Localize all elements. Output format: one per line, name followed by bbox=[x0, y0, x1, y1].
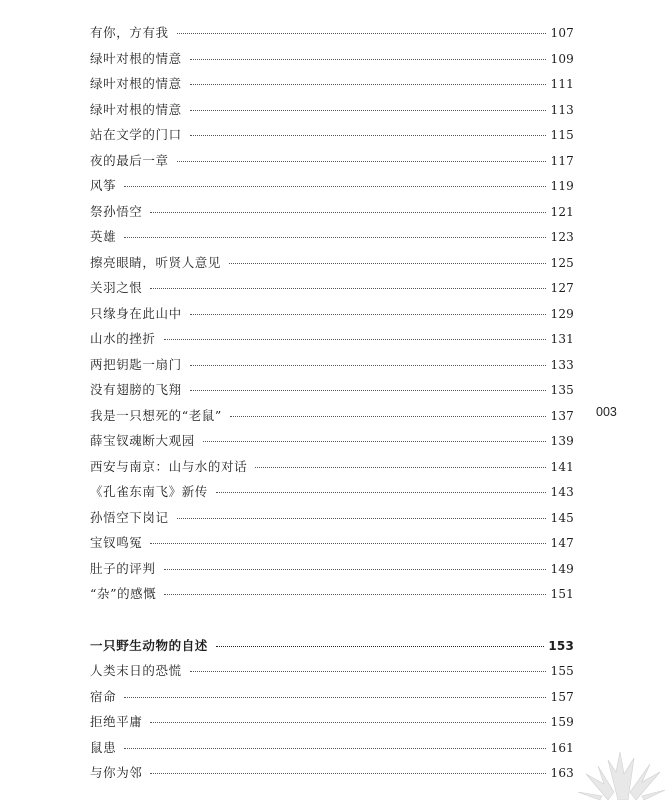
toc-entry[interactable] bbox=[90, 275, 574, 301]
dot-leader bbox=[177, 160, 547, 162]
toc-entry-title: 宿命 bbox=[90, 688, 117, 704]
dot-leader bbox=[150, 542, 546, 544]
toc-entry[interactable] bbox=[90, 556, 574, 582]
toc-entry-title: 人类末日的恐慌 bbox=[90, 663, 182, 678]
dot-leader bbox=[164, 338, 547, 340]
section-gap bbox=[90, 607, 574, 633]
toc-entry-page-number: 139 bbox=[550, 434, 574, 448]
toc-entry-title: 夜的最后一章 bbox=[90, 152, 169, 168]
dot-leader bbox=[190, 58, 547, 60]
dot-leader bbox=[124, 747, 546, 749]
toc-entry-title: 没有翅膀的飞翔 bbox=[90, 382, 182, 397]
toc-entry[interactable] bbox=[90, 224, 574, 250]
toc-entry[interactable] bbox=[90, 250, 574, 276]
dot-leader bbox=[190, 364, 547, 366]
dot-leader bbox=[190, 109, 547, 111]
toc-entry[interactable] bbox=[90, 709, 574, 735]
dot-leader bbox=[190, 670, 547, 672]
dot-leader bbox=[229, 262, 546, 264]
dot-leader bbox=[164, 593, 546, 595]
dot-leader bbox=[190, 134, 547, 136]
toc-entry-title: 有你，方有我 bbox=[90, 25, 169, 40]
toc-entry-page-number: 133 bbox=[550, 357, 574, 372]
toc-entry[interactable] bbox=[90, 148, 574, 174]
toc-entry-title: 擦亮眼睛，听贤人意见 bbox=[90, 254, 222, 270]
toc-entry[interactable] bbox=[90, 173, 574, 199]
toc-entry-page-number: 119 bbox=[550, 179, 574, 193]
dot-leader bbox=[150, 211, 546, 213]
toc-entry-title: 两把钥匙一扇门 bbox=[90, 356, 182, 372]
toc-entry[interactable] bbox=[90, 581, 574, 607]
toc-entry-page-number: 113 bbox=[550, 102, 574, 117]
page-folio: 003 bbox=[596, 405, 617, 419]
toc-entry-title: 与你为邻 bbox=[90, 765, 143, 780]
toc-entry[interactable] bbox=[90, 97, 574, 123]
toc-entry-title: 站在文学的门口 bbox=[90, 127, 182, 142]
toc-entry-title: 《孔雀东南飞》新传 bbox=[90, 484, 208, 499]
toc-entry-title: 绿叶对根的情意 bbox=[90, 101, 182, 117]
dot-leader bbox=[124, 236, 546, 238]
toc-entry-page-number: 109 bbox=[550, 51, 574, 66]
dot-leader bbox=[164, 568, 547, 570]
toc-entry-page-number: 117 bbox=[550, 153, 574, 168]
dot-leader bbox=[177, 517, 547, 519]
toc-entry[interactable] bbox=[90, 428, 574, 454]
toc-entry-page-number: 121 bbox=[550, 204, 574, 219]
toc-entry[interactable] bbox=[90, 403, 574, 429]
toc-entry[interactable] bbox=[90, 326, 574, 352]
toc-entry-page-number: 149 bbox=[550, 561, 574, 576]
dot-leader bbox=[230, 415, 547, 417]
toc-entry-page-number: 125 bbox=[550, 255, 574, 270]
dot-leader bbox=[190, 83, 547, 85]
toc-entry[interactable] bbox=[90, 122, 574, 148]
toc-entry-page-number: 123 bbox=[550, 230, 574, 244]
toc-group-2 bbox=[90, 658, 574, 786]
toc-entry[interactable] bbox=[90, 479, 574, 505]
dot-leader bbox=[216, 645, 544, 647]
toc-entry[interactable] bbox=[90, 199, 574, 225]
toc-entry-title: “杂”的感慨 bbox=[90, 586, 157, 601]
dot-leader bbox=[190, 313, 547, 315]
toc-entry-title: 我是一只想死的“老鼠” bbox=[90, 407, 222, 423]
toc-group-1 bbox=[90, 20, 574, 607]
dot-leader bbox=[190, 389, 547, 391]
toc-entry-page-number: 141 bbox=[550, 459, 574, 474]
toc-entry-title: 绿叶对根的情意 bbox=[90, 50, 182, 66]
dot-leader bbox=[255, 466, 546, 468]
toc-entry-page-number: 137 bbox=[550, 408, 574, 423]
toc-entry-title: 祭孙悟空 bbox=[90, 203, 143, 219]
toc-entry-page-number: 163 bbox=[550, 766, 574, 780]
toc-entry[interactable] bbox=[90, 71, 574, 97]
toc-entry-title: 英雄 bbox=[90, 229, 117, 244]
toc-entry[interactable] bbox=[90, 352, 574, 378]
toc-entry-title: 山水的挫折 bbox=[90, 331, 156, 346]
toc-entry-title: 肚子的评判 bbox=[90, 560, 156, 576]
toc-entry[interactable] bbox=[90, 20, 574, 46]
toc-entry-title: 西安与南京：山与水的对话 bbox=[90, 458, 248, 474]
toc-entry-page-number: 127 bbox=[550, 281, 574, 295]
toc-entry-page-number: 129 bbox=[550, 306, 574, 321]
dot-leader bbox=[177, 32, 547, 34]
dot-leader bbox=[150, 772, 546, 774]
toc-entry-page-number: 143 bbox=[550, 485, 574, 499]
toc-entry-title: 风筝 bbox=[90, 178, 117, 193]
toc-entry[interactable] bbox=[90, 46, 574, 72]
dot-leader bbox=[124, 185, 546, 187]
toc-entry-page-number: 107 bbox=[550, 26, 574, 40]
toc-entry[interactable] bbox=[90, 301, 574, 327]
toc-entry[interactable] bbox=[90, 658, 574, 684]
toc-entry-title: 拒绝平庸 bbox=[90, 714, 143, 729]
toc-entry-title: 只缘身在此山中 bbox=[90, 305, 182, 321]
dot-leader bbox=[150, 287, 546, 289]
dot-leader bbox=[216, 491, 547, 493]
toc-entry[interactable] bbox=[90, 505, 574, 531]
section-page-number: 153 bbox=[548, 638, 574, 653]
toc-entry-page-number: 131 bbox=[550, 332, 574, 346]
toc-entry-page-number: 111 bbox=[550, 77, 574, 91]
toc-entry[interactable] bbox=[90, 760, 574, 786]
toc-entry-title: 绿叶对根的情意 bbox=[90, 76, 182, 91]
toc-entry-page-number: 135 bbox=[550, 383, 574, 397]
toc-entry-page-number: 157 bbox=[550, 689, 574, 704]
toc-entry-title: 关羽之恨 bbox=[90, 280, 143, 295]
table-of-contents bbox=[90, 20, 574, 786]
toc-entry-title: 薛宝钗魂断大观园 bbox=[90, 433, 195, 448]
toc-entry-page-number: 115 bbox=[550, 128, 574, 142]
toc-entry-page-number: 151 bbox=[550, 587, 574, 601]
toc-entry[interactable] bbox=[90, 684, 574, 710]
toc-entry[interactable] bbox=[90, 735, 574, 761]
toc-entry-page-number: 161 bbox=[550, 740, 574, 755]
leaf-decoration-icon bbox=[578, 752, 665, 800]
section-title: 一只野生动物的自述 bbox=[90, 637, 208, 653]
toc-entry-page-number: 159 bbox=[550, 715, 574, 729]
toc-entry[interactable] bbox=[90, 454, 574, 480]
toc-entry-title: 宝钗鸣冤 bbox=[90, 535, 143, 550]
toc-section-heading[interactable] bbox=[90, 633, 574, 659]
dot-leader bbox=[124, 696, 546, 698]
toc-entry[interactable] bbox=[90, 377, 574, 403]
toc-entry-page-number: 145 bbox=[550, 510, 574, 525]
dot-leader bbox=[203, 440, 547, 442]
toc-entry-title: 孙悟空下岗记 bbox=[90, 509, 169, 525]
dot-leader bbox=[150, 721, 546, 723]
toc-entry[interactable] bbox=[90, 530, 574, 556]
toc-entry-page-number: 147 bbox=[550, 536, 574, 550]
toc-entry-page-number: 155 bbox=[550, 664, 574, 678]
toc-entry-title: 鼠患 bbox=[90, 739, 117, 755]
